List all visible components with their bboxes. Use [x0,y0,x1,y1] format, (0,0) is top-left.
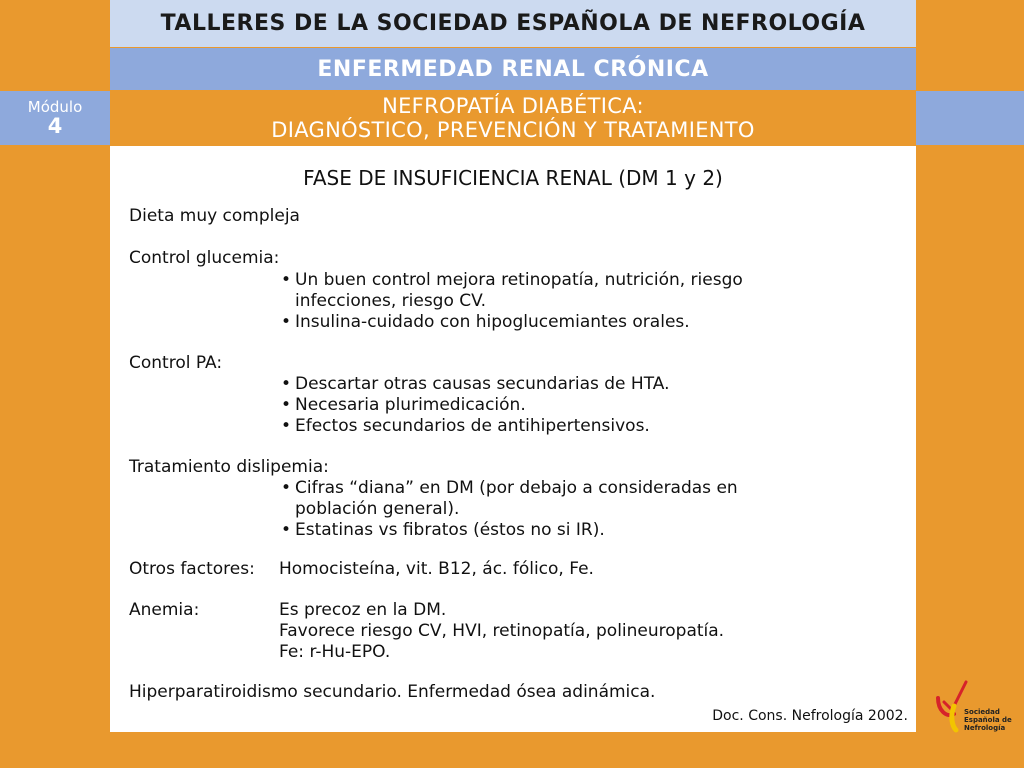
anemia-line-3: Fe: r-Hu-EPO. [279,642,391,662]
logo-line-2: Española de [964,716,1012,724]
society-header [110,0,916,47]
module-number: 4 [47,114,63,138]
society-title: TALLERES DE LA SOCIEDAD ESPAÑOLA DE NEFROLOGÍA [160,11,866,36]
diet-text: Dieta muy compleja [129,206,300,226]
topic-line-2: DIAGNÓSTICO, PREVENCIÓN Y TRATAMIENTO [271,118,755,142]
list-item: • Estatinas vs fibratos (éstos no si IR). [281,520,605,540]
dislipemia-heading: Tratamiento dislipemia: [129,457,329,477]
list-item: • Necesaria plurimedicación. [281,395,526,415]
bullet-icon: • [281,270,292,290]
bullet-icon: • [281,374,292,394]
glucemia-heading: Control glucemia: [129,248,280,268]
bullet-icon: • [281,312,292,332]
list-item: • Efectos secundarios de antihipertensivos. [281,416,650,436]
anemia-label: Anemia: [129,600,200,620]
anemia-line-2: Favorece riesgo CV, HVI, retinopatía, polineuropatía. [279,621,725,641]
slide-title: FASE DE INSUFICIENCIA RENAL (DM 1 y 2) [303,166,723,190]
anemia-line-1: Es precoz en la DM. [279,600,447,620]
module-badge [0,91,110,145]
topic-header [110,91,916,145]
source-citation: Doc. Cons. Nefrología 2002. [712,708,908,724]
logo-text [964,708,1012,732]
logo-line-3: Nefrología [964,724,1006,732]
bullet-icon: • [281,520,292,540]
bullet-icon: • [281,395,292,415]
pa-heading: Control PA: [129,353,223,373]
list-item: • Un buen control mejora retinopatía, nutrición, riesgo infecciones, riesgo CV. [281,270,743,311]
module-label: Módulo [27,98,83,116]
logo-line-1: Sociedad [964,708,1000,716]
list-item: • Insulina-cuidado con hipoglucemiantes orales. [281,312,690,332]
bullet-icon: • [281,478,292,498]
list-item: • Descartar otras causas secundarias de HTA. [281,374,670,394]
list-item: • Cifras “diana” en DM (por debajo a consideradas en población general). [281,478,738,519]
topic-line-1: NEFROPATÍA DIABÉTICA: [382,94,644,118]
slide-content [110,146,916,732]
course-title: ENFERMEDAD RENAL CRÓNICA [317,56,709,82]
bullet-icon: • [281,416,292,436]
right-decor-box [916,91,1024,145]
otros-value: Homocisteína, vit. B12, ác. fólico, Fe. [279,559,594,579]
society-logo [930,676,1022,746]
otros-label: Otros factores: [129,559,255,579]
course-header [110,48,916,90]
hiperpara-text: Hiperparatiroidismo secundario. Enfermedad ósea adinámica. [129,682,656,702]
